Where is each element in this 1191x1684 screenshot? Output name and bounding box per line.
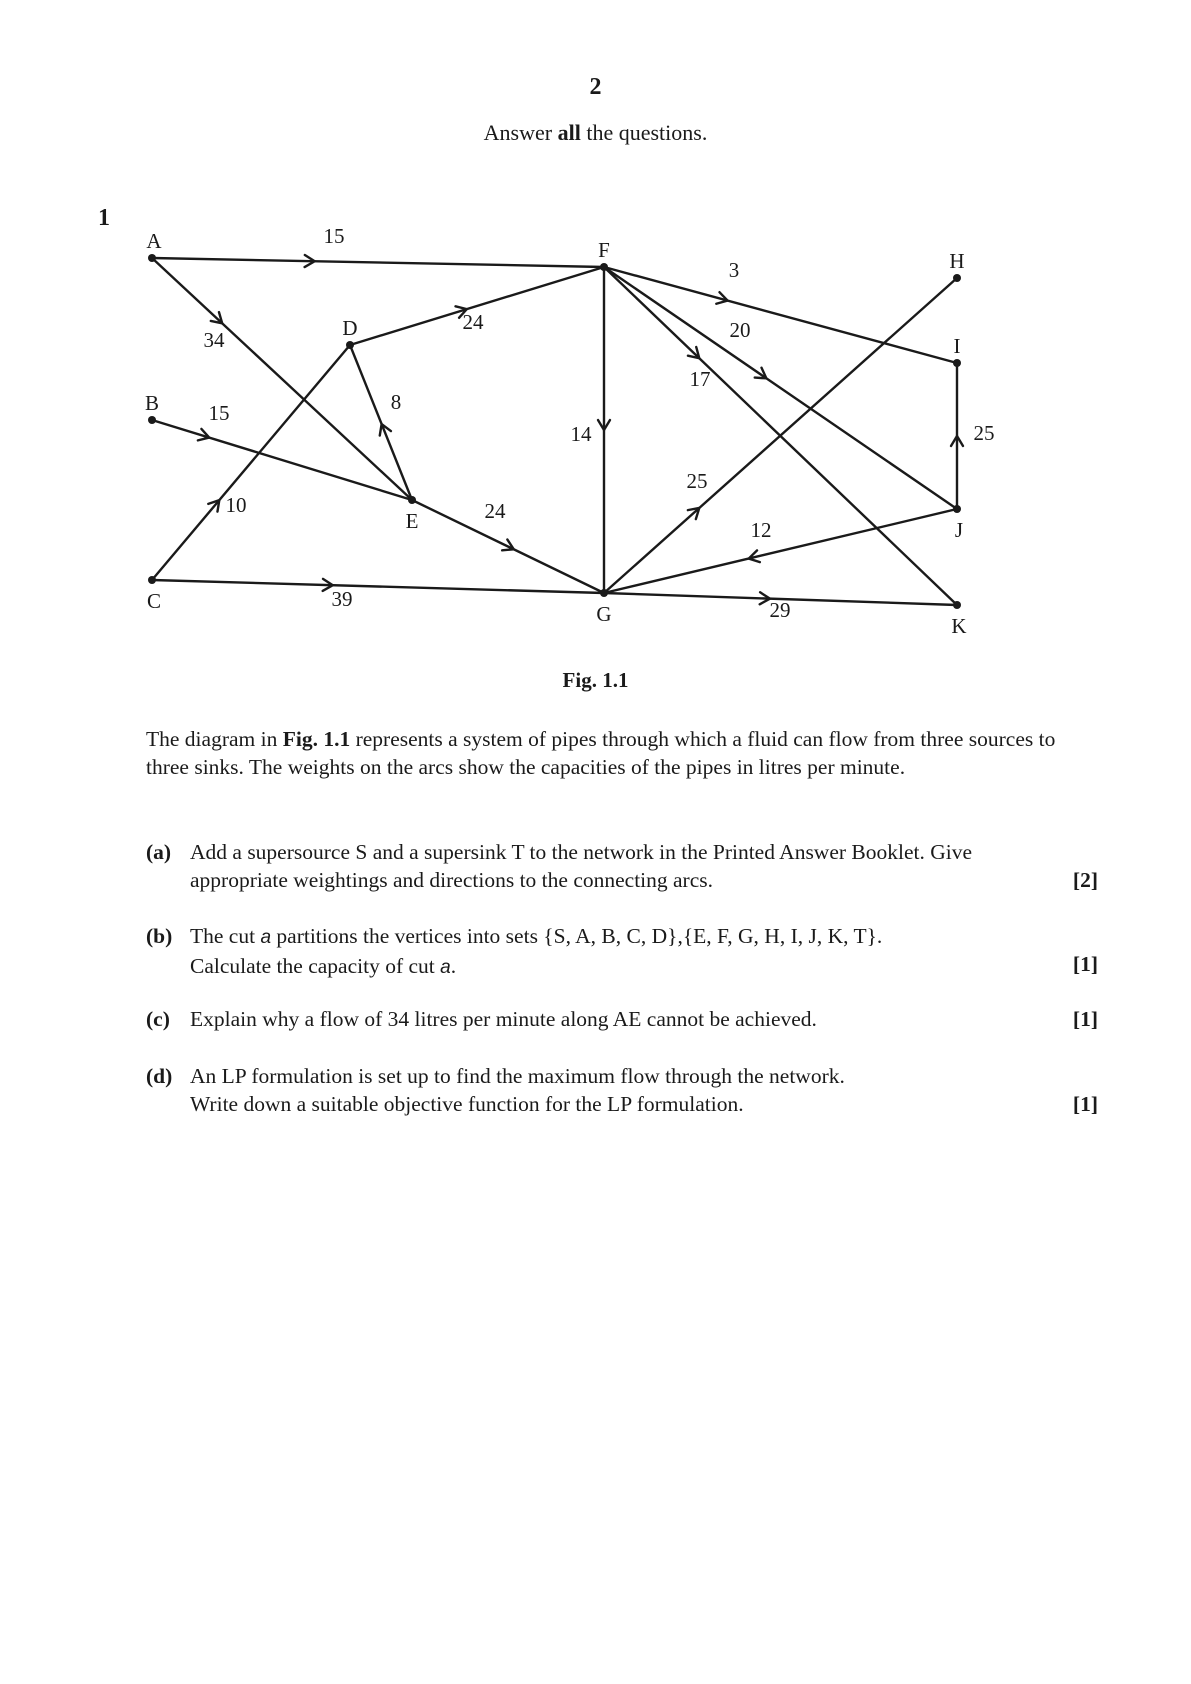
cut-name: a [260, 927, 272, 948]
part-text: Explain why a flow of 34 litres per minute along AE cannot be achieved. [190, 1007, 817, 1031]
part-c [146, 1005, 1098, 1033]
arc-B-E [152, 420, 412, 500]
vertex-F [600, 263, 608, 271]
vertex-E [408, 496, 416, 504]
vertex-G [600, 589, 608, 597]
part-text: An LP formulation is set up to find the maximum flow through the network. Write down a suitable objective function for the LP formulation. [190, 1064, 845, 1116]
arc-G-H [604, 278, 957, 593]
weight-label-A-E: 34 [203, 328, 225, 352]
weight-label-C-D: 10 [225, 493, 247, 517]
vertex-D [346, 341, 354, 349]
vertex-label-C: C [146, 589, 162, 613]
part-label: (c) [146, 1007, 170, 1031]
part-a [146, 838, 1098, 894]
weight-label-F-I: 3 [728, 258, 740, 282]
part-label: (b) [146, 924, 173, 948]
marks: [1] [1072, 1092, 1098, 1116]
weight-label-F-K: 17 [689, 367, 711, 391]
cut-name: a [440, 957, 451, 978]
arc-J-G [604, 509, 957, 593]
arc-C-D [152, 345, 350, 580]
intro-paragraph: The diagram in Fig. 1.1 represents a system of pipes through which a fluid can flow from three sources to three sinks. The weights on the arcs show the capacities of the pipes in litres per minute. [146, 727, 1056, 779]
question-number: 1 [98, 205, 110, 231]
vertex-label-F: F [598, 238, 610, 262]
vertex-label-K: K [951, 614, 967, 638]
marks: [1] [1072, 1007, 1098, 1031]
vertex-K [953, 601, 961, 609]
weight-label-A-F: 15 [323, 224, 345, 248]
figure-caption: Fig. 1.1 [562, 668, 629, 692]
vertex-label-A: A [146, 229, 162, 253]
weight-label-J-I: 25 [973, 421, 995, 445]
arc-E-D [350, 345, 412, 500]
arc-F-I [604, 267, 957, 363]
instruction: Answer all the questions. [483, 120, 708, 145]
vertex-label-E: E [405, 509, 419, 533]
part-d [146, 1062, 1098, 1118]
vertex-label-I: I [953, 334, 961, 358]
vertex-I [953, 359, 961, 367]
arc-F-J [604, 267, 957, 509]
arc-C-G [152, 580, 604, 593]
weight-label-E-G: 24 [484, 499, 506, 523]
weight-label-F-J: 20 [729, 318, 751, 342]
vertex-label-G: G [596, 602, 612, 626]
weight-label-C-G: 39 [331, 587, 353, 611]
arc-A-E [152, 258, 412, 500]
vertex-label-H: H [949, 249, 965, 273]
arc-E-G [412, 500, 604, 593]
network-diagram [0, 0, 1191, 660]
part-b [146, 922, 1098, 978]
vertex-label-B: B [144, 391, 160, 415]
weight-label-G-H: 25 [686, 469, 708, 493]
weight-label-J-G: 12 [750, 518, 772, 542]
vertex-J [953, 505, 961, 513]
vertex-H [953, 274, 961, 282]
weight-label-F-G: 14 [570, 422, 592, 446]
part-label: (a) [146, 840, 172, 864]
marks: [1] [1072, 952, 1098, 976]
weight-label-E-D: 8 [390, 390, 402, 414]
weight-label-B-E: 15 [208, 401, 230, 425]
part-text: The cut a partitions the vertices into sets {S, A, B, C, D},{E, F, G, H, I, J, K, T}. Calculate the capacity of cut a. [190, 924, 883, 978]
part-text: Add a supersource S and a supersink T to the network in the Printed Answer Booklet. Give appropriate weightings and directions to the connecting arcs. [190, 840, 973, 892]
vertex-label-J: J [954, 518, 964, 542]
part-label: (d) [146, 1064, 173, 1088]
weight-label-D-F: 24 [462, 310, 484, 334]
vertex-B [148, 416, 156, 424]
vertex-C [148, 576, 156, 584]
arc-A-F [152, 258, 604, 267]
marks: [2] [1072, 868, 1098, 892]
page-number: 2 [589, 74, 602, 100]
vertex-label-D: D [342, 316, 358, 340]
vertex-A [148, 254, 156, 262]
weight-label-G-K: 29 [769, 598, 791, 622]
